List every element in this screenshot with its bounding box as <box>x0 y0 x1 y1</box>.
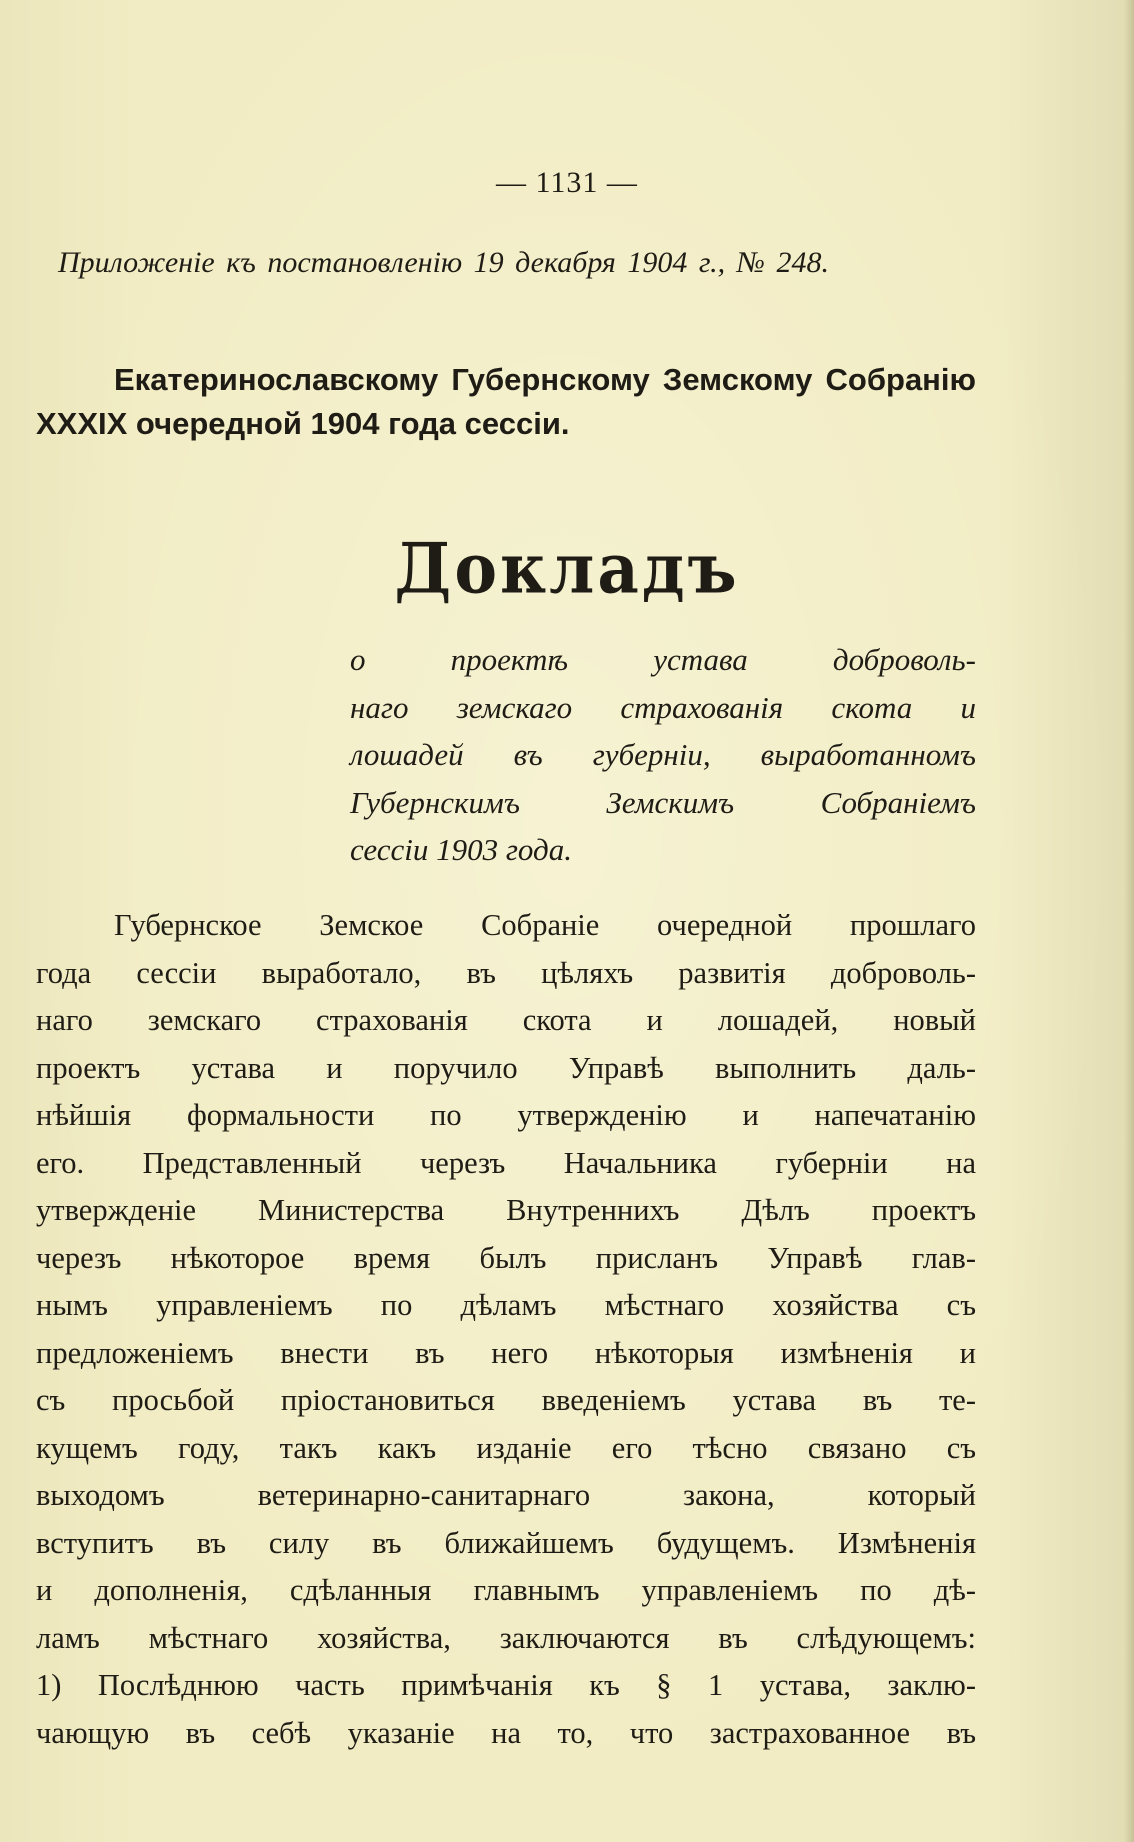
subtitle-line: лошадей въ губерніи, выработанномъ <box>350 737 976 772</box>
body-line: кущемъ году, такъ какъ изданіе его тѣсно связано съ <box>36 1430 976 1465</box>
appendix-reference: Приложеніе къ постановленію 19 декабря 1904 г., № 248. <box>58 246 829 279</box>
body-line: съ просьбой пріостановиться введеніемъ устава въ те- <box>36 1383 976 1417</box>
document-subtitle <box>350 636 976 874</box>
subtitle-line: о проектѣ устава доброволь- <box>350 642 976 677</box>
body-line: утвержденіе Министерства Внутреннихъ Дѣлъ проектъ <box>36 1193 976 1227</box>
body-line: и дополненія, сдѣланныя главнымъ управленіемъ по дѣ- <box>36 1573 976 1607</box>
body-line: Губернское Земское Собраніе очередной прошлаго <box>114 908 976 942</box>
body-line: нымъ управленіемъ по дѣламъ мѣстнаго хозяйства съ <box>36 1288 976 1322</box>
body-line: предложеніемъ внести въ него нѣкоторыя измѣненія и <box>36 1335 976 1370</box>
document-title: Докладъ <box>394 529 740 610</box>
body-line: года сессіи выработало, въ цѣляхъ развитія доброволь- <box>36 955 976 990</box>
body-line: выходомъ ветеринарно-санитарнаго закона, который <box>36 1478 976 1512</box>
subtitle-line: наго земскаго страхованія скота и <box>350 689 976 725</box>
subtitle-line: сессіи 1903 года. <box>350 832 572 867</box>
body-line: 1) Послѣднюю часть примѣчанія къ § 1 устава, заклю- <box>36 1668 976 1702</box>
body-line: нѣйшія формальности по утвержденію и напечатанію <box>36 1098 976 1132</box>
body-line: его. Представленный черезъ Начальника губерніи на <box>36 1145 976 1180</box>
subtitle-line: Губернскимъ Земскимъ Собраніемъ <box>350 784 976 820</box>
addressee-heading <box>36 358 976 446</box>
body-line: вступитъ въ силу въ ближайшемъ будущемъ. Измѣненія <box>36 1525 976 1560</box>
page-number: — 1131 — <box>496 166 638 199</box>
body-line: ламъ мѣстнаго хозяйства, заключаются въ слѣдующемъ: <box>36 1620 976 1655</box>
page-edge-shadow <box>1124 0 1134 1842</box>
body-line: наго земскаго страхованія скота и лошадей, новый <box>36 1003 976 1037</box>
body-line: черезъ нѣкоторое время былъ присланъ Управѣ глав- <box>36 1240 976 1275</box>
body-line: чающую въ себѣ указаніе на то, что застрахованное въ <box>36 1715 976 1750</box>
addressee-line-2: XXXIX очередной 1904 года сессіи. <box>36 406 570 441</box>
body-line: проектъ устава и поручило Управѣ выполнить даль- <box>36 1050 976 1085</box>
addressee-line-1: Екатеринославскому Губернскому Земскому Собранію <box>114 362 976 397</box>
body-paragraph <box>36 902 976 1757</box>
